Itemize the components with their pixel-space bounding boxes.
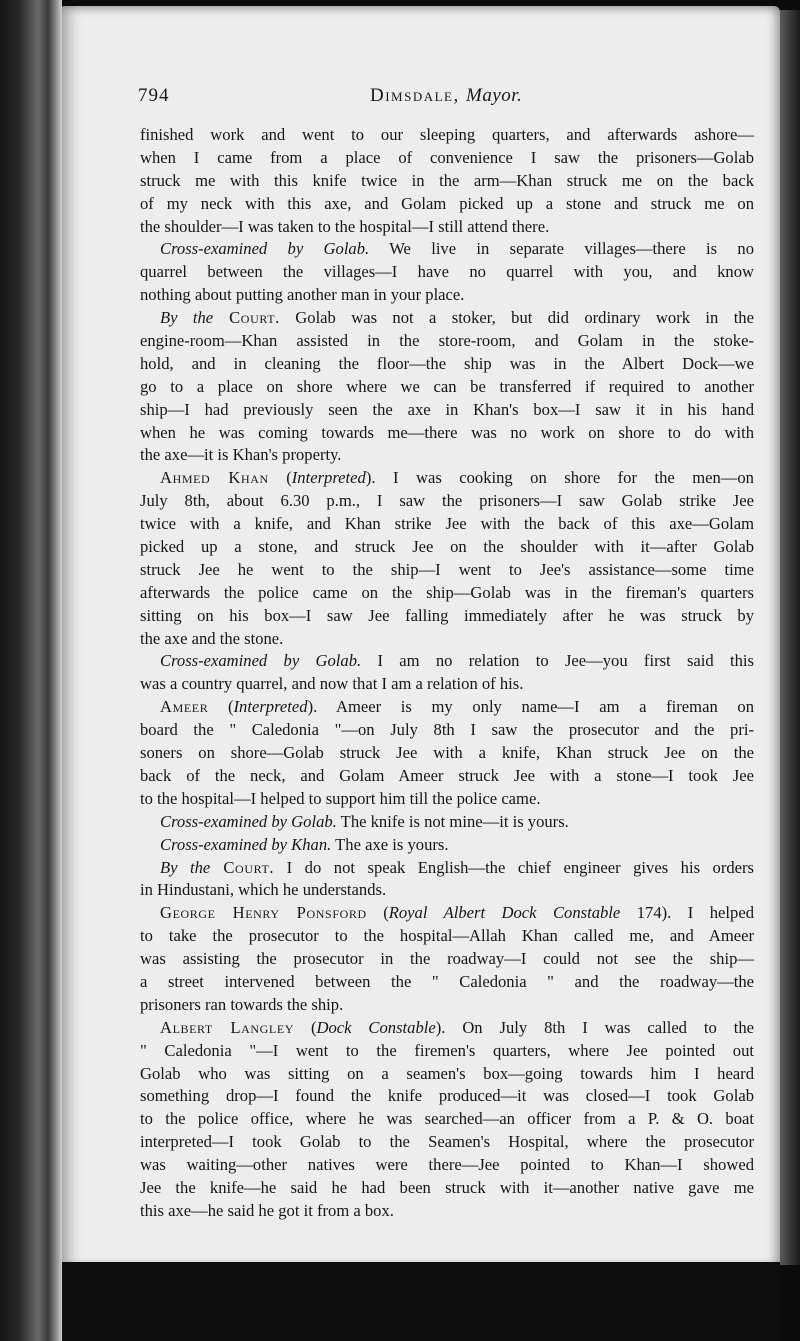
text-segment: engine-room—Khan assisted in the store-room, and Golam in the stoke- (140, 331, 754, 351)
italic-text: Dock Constable (316, 1017, 436, 1037)
text-segment: Jee the knife—he said he had been struck with it—another native gave me (140, 1177, 754, 1197)
text-segment: sitting on his box—I saw Jee falling immediately after he was struck by (140, 605, 754, 625)
body-text (140, 124, 754, 1223)
text-segment: the axe and the stone. (140, 628, 284, 648)
italic-text: Cross-examined by Khan. (160, 834, 332, 854)
text-segment: hold, and in cleaning the floor—the ship was in the Albert Dock—we (140, 353, 754, 373)
text-segment: struck Jee he went to the ship—I went to Jee's assistance—some time (140, 559, 754, 579)
text-segment: We live in separate villages—there is no (369, 239, 754, 259)
text-line (140, 628, 754, 651)
text-line (140, 971, 754, 994)
text-line (140, 948, 754, 971)
small-caps-text: Albert Langley (160, 1017, 295, 1037)
text-line (140, 765, 754, 788)
text-segment: this axe—he said he got it from a box. (140, 1200, 394, 1220)
running-head-title: Mayor. (466, 85, 523, 106)
text-line (140, 216, 754, 239)
text-line (140, 834, 754, 857)
text-segment: in Hindustani, which he understands. (140, 880, 387, 900)
text-line (140, 1154, 754, 1177)
italic-text: Royal Albert Dock Constable (388, 903, 621, 923)
italic-text: Cross-examined by Golab. (160, 239, 370, 259)
text-segment: ( (366, 903, 389, 923)
text-line (140, 879, 754, 902)
text-segment: to the hospital—I helped to support him till the police came. (140, 788, 541, 808)
text-segment: finished work and went to our sleeping quarters, and afterwards ashore— (140, 125, 754, 144)
text-line (140, 994, 754, 1017)
text-segment: interpreted—I took Golab to the Seamen's Hospital, where the prosecutor (140, 1132, 754, 1152)
text-line (140, 1017, 754, 1040)
text-segment: to the police office, where he was searched—an officer from a P. & O. boat (140, 1109, 754, 1129)
text-line (140, 673, 754, 696)
text-segment: a street intervened between the " Caledonia " and the roadway—the (140, 971, 754, 991)
text-segment: back of the neck, and Golam Ameer struck Jee with a stone—I took Jee (140, 765, 754, 785)
book-binding (0, 0, 62, 1341)
text-segment: picked up a stone, and struck Jee on the shoulder with it—after Golab (140, 537, 754, 557)
text-segment: " Caledonia "—I went to the firemen's quarters, where Jee pointed out (140, 1040, 754, 1060)
text-line (140, 147, 754, 170)
text-line (140, 1040, 754, 1063)
text-segment: ( (294, 1017, 317, 1037)
text-segment: something drop—I found the knife produced—it was closed—I took Golab (140, 1086, 754, 1106)
text-line (140, 902, 754, 925)
text-segment: ). Ameer is my only name—I am a fireman on (307, 697, 754, 717)
text-segment: struck me with this knife twice in the arm—Khan struck me on the back (140, 170, 754, 190)
running-head-name: Dimsdale, (370, 85, 460, 106)
scan-bottom-border (62, 1262, 780, 1341)
text-segment: ). On July 8th I was called to the (435, 1017, 754, 1037)
text-line (140, 353, 754, 376)
text-segment: afterwards the police came on the ship—Golab was in the fireman's quarters (140, 582, 754, 602)
text-line (140, 1108, 754, 1131)
text-line (140, 399, 754, 422)
italic-text: Cross-examined by Golab. (160, 811, 337, 831)
text-line (140, 330, 754, 353)
text-line (140, 1177, 754, 1200)
text-line (140, 422, 754, 445)
text-segment: ship—I had previously seen the axe in Khan's box—I saw it in his hand (140, 399, 754, 419)
text-line (140, 605, 754, 628)
text-segment: prisoners ran towards the ship. (140, 994, 344, 1014)
text-segment: go to a place on shore where we can be transferred if required to another (140, 376, 754, 396)
text-line (140, 284, 754, 307)
small-caps-text: Court. (210, 857, 275, 877)
text-line (140, 513, 754, 536)
text-line (140, 696, 754, 719)
text-line (140, 788, 754, 811)
text-segment: nothing about putting another man in your place. (140, 285, 465, 305)
text-line (140, 742, 754, 765)
text-line (140, 650, 754, 673)
text-line (140, 467, 754, 490)
text-line (140, 376, 754, 399)
page-edge (780, 10, 800, 1265)
text-segment: July 8th, about 6.30 p.m., I saw the prisoners—I saw Golab strike Jee (140, 491, 754, 511)
text-segment: I am no relation to Jee—you first said this (361, 651, 754, 671)
text-segment: was a country quarrel, and now that I am a relation of his. (140, 674, 524, 694)
text-segment: The axe is yours. (331, 834, 449, 854)
text-line (140, 444, 754, 467)
text-line (140, 307, 754, 330)
text-segment: when he was coming towards me—there was no work on shore to do with (140, 422, 754, 442)
small-caps-text: Ahmed Khan (160, 468, 269, 488)
text-segment: The knife is not mine—it is yours. (336, 811, 569, 831)
text-line (140, 1085, 754, 1108)
italic-text: Interpreted (291, 468, 366, 488)
text-segment: Golab was not a stoker, but did ordinary work in the (279, 308, 754, 328)
text-segment: when I came from a place of convenience I saw the prisoners—Golab (140, 147, 754, 167)
page-header (138, 85, 748, 113)
text-segment: ). I was cooking on shore for the men—on (365, 468, 754, 488)
text-line (140, 719, 754, 742)
text-line (140, 193, 754, 216)
text-line (140, 1063, 754, 1086)
italic-text: Interpreted (233, 697, 308, 717)
text-line (140, 238, 754, 261)
text-line (140, 1131, 754, 1154)
text-segment: of my neck with this axe, and Golam picked up a stone and struck me on (140, 193, 754, 213)
running-head (370, 85, 522, 107)
text-segment: ( (268, 468, 292, 488)
italic-text: By the (160, 857, 211, 877)
text-line (140, 490, 754, 513)
small-caps-text: Ameer (160, 697, 209, 717)
text-segment: to take the prosecutor to the hospital—Allah Khan called me, and Ameer (140, 926, 754, 946)
text-segment: ( (208, 697, 234, 717)
italic-text: By the (160, 308, 214, 328)
text-segment: the shoulder—I was taken to the hospital—I still attend there. (140, 216, 550, 236)
text-segment: the axe—it is Khan's property. (140, 445, 342, 465)
small-caps-text: George Henry Ponsford (160, 903, 367, 923)
italic-text: Cross-examined by Golab. (160, 651, 362, 671)
text-line (140, 124, 754, 147)
text-segment: 174). I helped (620, 903, 754, 923)
text-line (140, 582, 754, 605)
page-number: 794 (138, 85, 170, 106)
text-line (140, 1200, 754, 1223)
text-segment: quarrel between the villages—I have no quarrel with you, and know (140, 262, 754, 282)
text-line (140, 170, 754, 193)
small-caps-text: Court. (213, 308, 280, 328)
text-segment: was assisting the prosecutor in the roadway—I could not see the ship— (140, 949, 754, 969)
text-segment: twice with a knife, and Khan strike Jee with the back of this axe—Golam (140, 514, 754, 534)
text-segment: board the " Caledonia "—on July 8th I saw the prosecutor and the pri- (140, 720, 754, 740)
text-segment: was waiting—other natives were there—Jee pointed to Khan—I showed (140, 1155, 754, 1175)
text-line (140, 261, 754, 284)
text-segment: I do not speak English—the chief engineer gives his orders (274, 857, 754, 877)
text-line (140, 925, 754, 948)
text-segment: soners on shore—Golab struck Jee with a knife, Khan struck Jee on the (140, 743, 754, 763)
text-line (140, 857, 754, 880)
text-line (140, 811, 754, 834)
text-line (140, 559, 754, 582)
text-line (140, 536, 754, 559)
text-segment: Golab who was sitting on a seamen's box—going towards him I heard (140, 1063, 754, 1083)
